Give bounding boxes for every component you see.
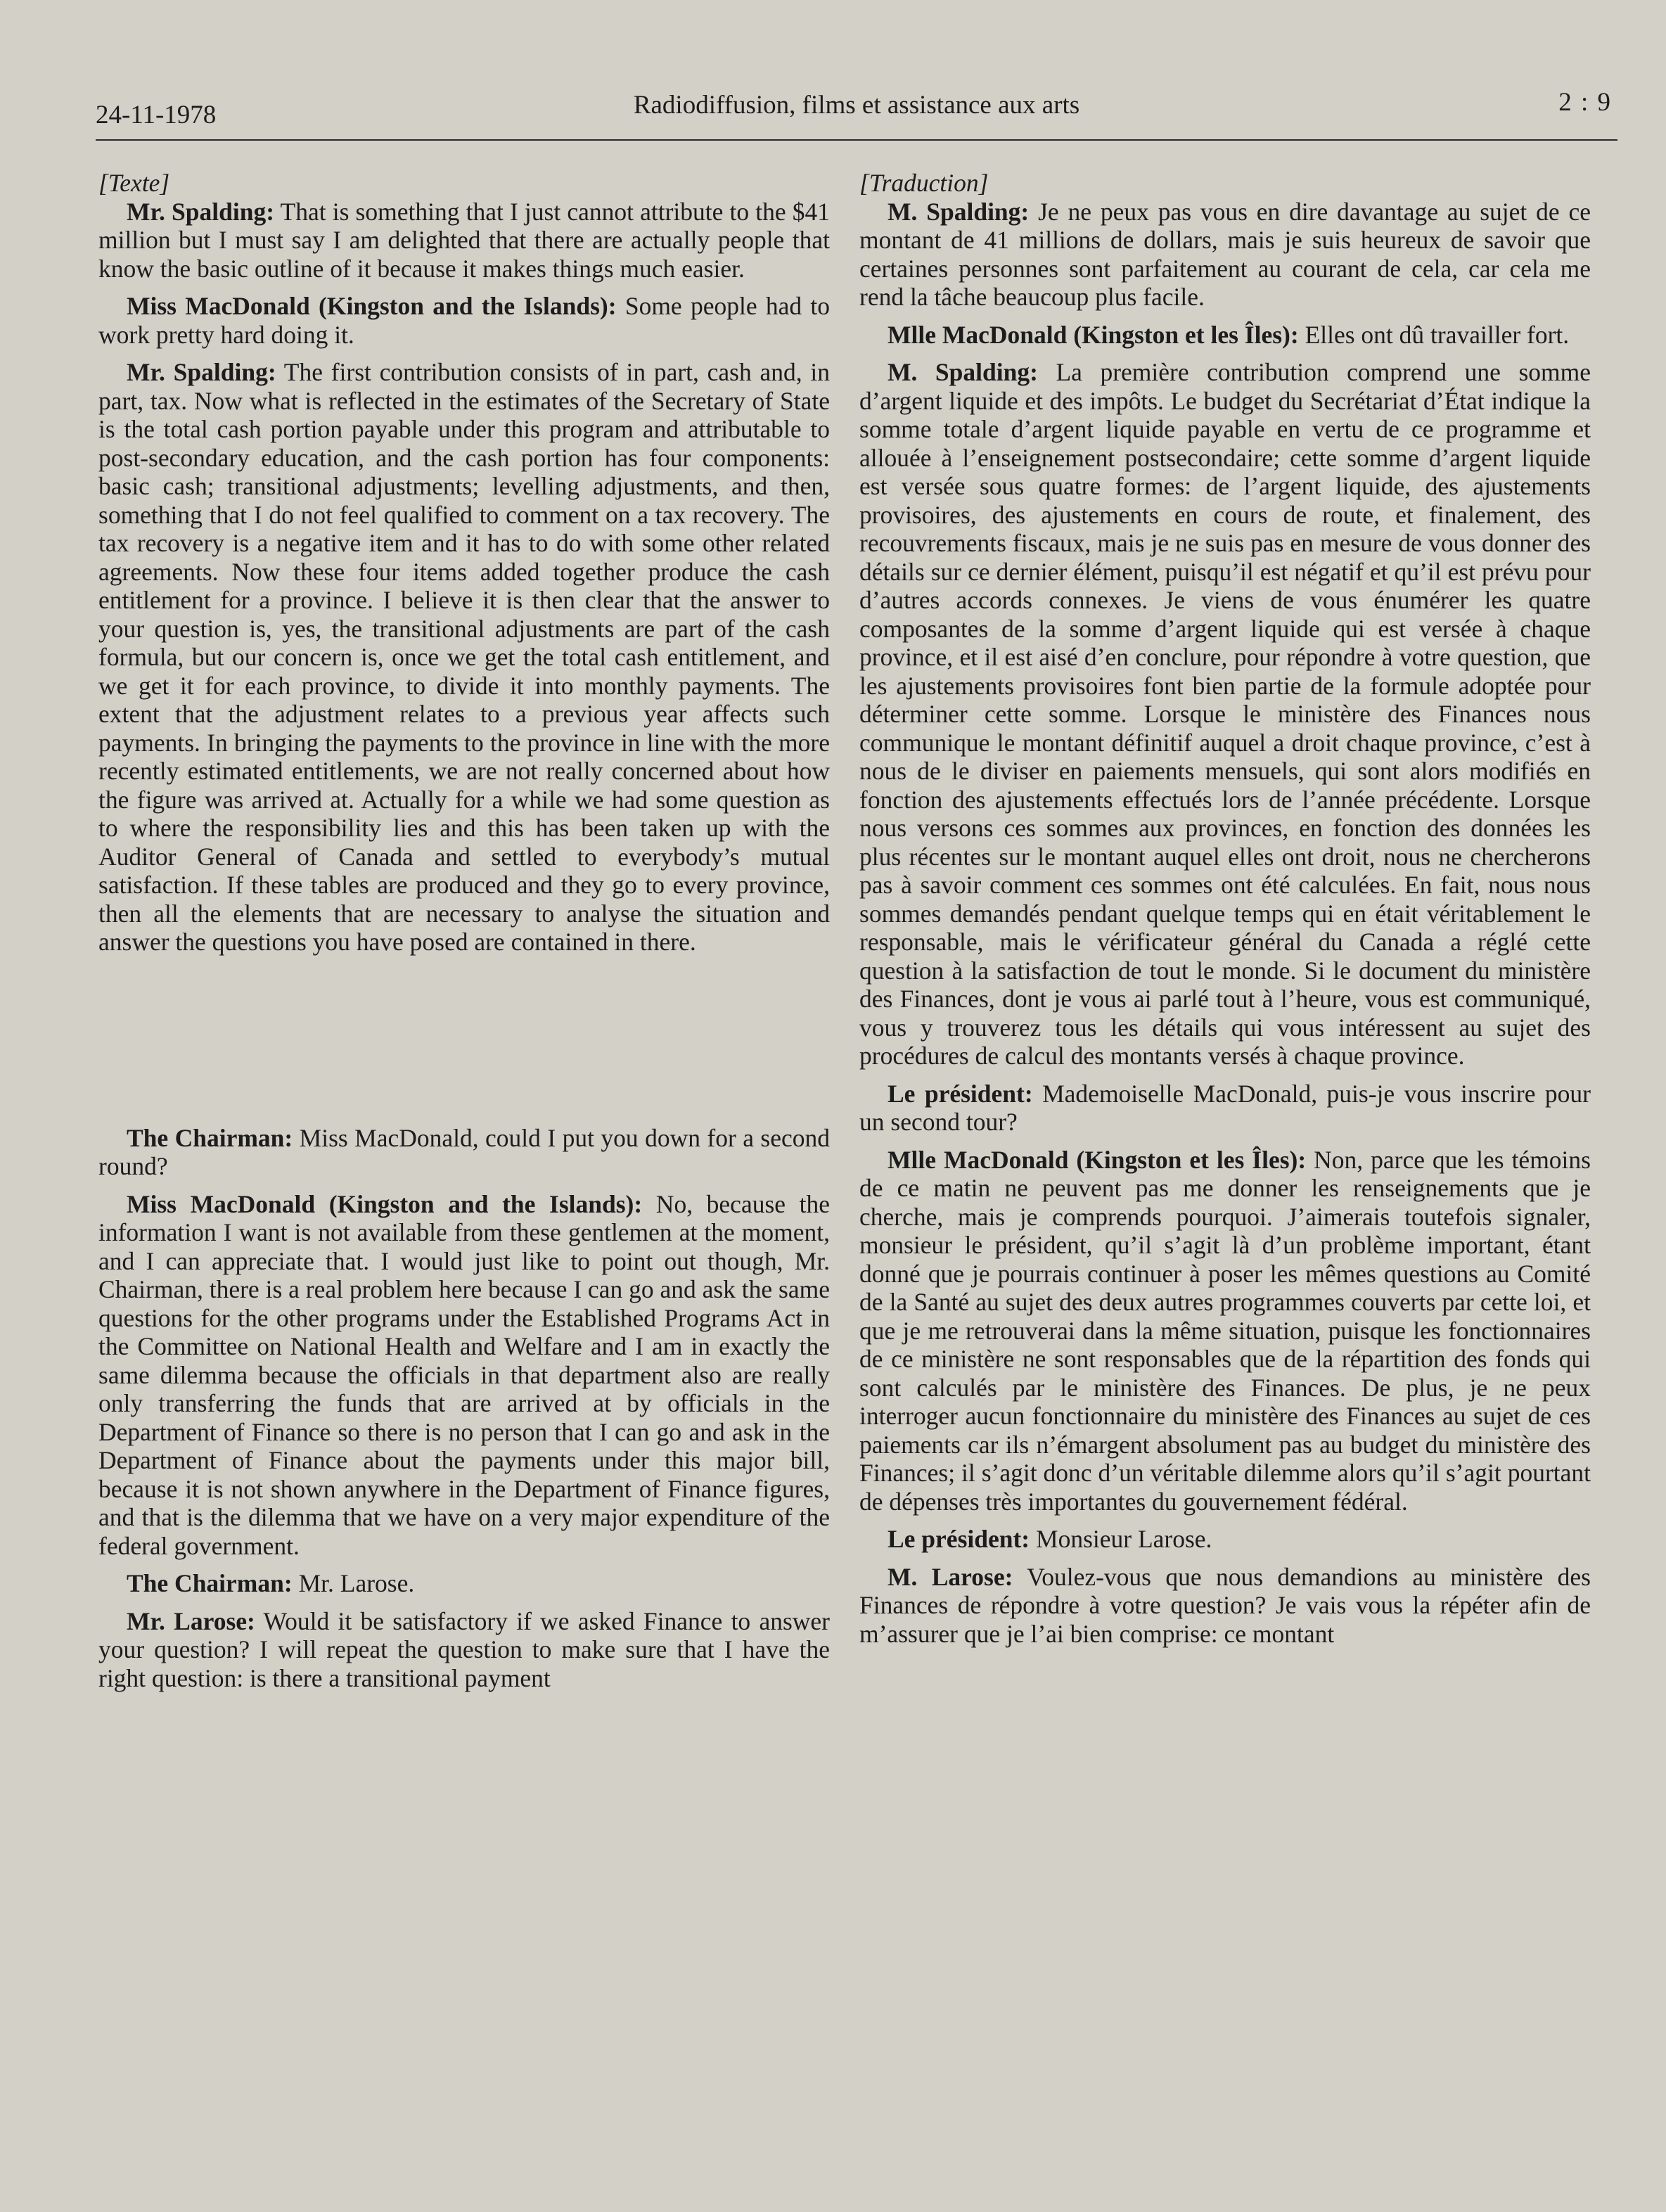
speaker: The Chairman: [127,1123,293,1152]
paragraph [98,1569,830,1598]
speech: Some people had to work pretty hard doing it. [98,292,831,349]
header-title: Radiodiffusion, films et assistance aux arts [633,91,1080,120]
paragraph [859,1080,1591,1137]
french-column [859,169,1591,1648]
paragraph [859,1525,1591,1554]
paragraph [98,1190,830,1561]
paragraph [98,1607,830,1693]
paragraph [98,198,830,283]
page-header [96,83,1617,141]
speaker: Miss MacDonald (Kingston and the Islands): [127,1189,643,1218]
speaker: Mr. Larose: [127,1606,255,1635]
speech: That is something that I just cannot attribute to the $41 million but I must say I am delighted that there are actually people that know the basic outline of it because it makes things much easier. [98,197,831,283]
section-label: [Traduction] [859,169,989,197]
speech: No, because the information I want is not available from these gentlemen at the moment, and I can appreciate that. I would just like to point out though, Mr. Chairman, there is a real problem here because I can go and ask the same questions for the other programs under the Established Programs Act in the Committee on National Health and Welfare and I am in exactly the same dilemma because the officials in that department also are really only transferring the funds that are arrived at by officials in the Department of Finance so there is no person that I can go and ask in the Department of Finance about the payments under this major bill, because it is not shown anywhere in the Department of Finance figures, and that is the dilemma that we have on a very major expenditure of the federal government. [98,1189,830,1560]
speaker: Mr. Spalding: [127,197,275,226]
speech: The first contribution consists of in part, cash and, in part, tax. Now what is reflected in the estimates of the Secretary of State is the total cash portion payable under this program and attributable to post-secondary education, and the cash portion has four components: basic cash; transitional adjustments; levelling adjustments, and then, something that I do not feel qualified to comment on a tax recovery. The tax recovery is a negative item and it has to do with some other related agreements. Now these four items added together produce the cash entitlement for a province. I believe it is then clear that the answer to your question is, yes, the transitional adjustments are part of the cash formula, but our concern is, once we get the total cash entitlement, and we get it for each province, to divide it into monthly payments. The extent that the adjustment relates to a previous year affects such payments. In bringing the payments to the province in line with the more recently estimated entitlements, we are not really concerned about how the figure was arrived at. Actually for a while we had some question as to where the responsibility lies and this has been taken up with the Auditor General of Canada and settled to everybody’s mutual satisfaction. If these tables are produced and they go to every province, then all the elements that are necessary to analyse the situation and answer the questions you have posed are contained in there. [98,358,830,956]
speech: Mademoiselle MacDonald, puis-je vous inscrire pour un second tour? [859,1079,1591,1136]
speaker: M. Spalding: [888,358,1038,386]
paragraph [859,358,1591,1070]
paragraph [859,1146,1591,1516]
paragraph [859,321,1591,350]
paragraph [859,1563,1591,1649]
speaker: Le président: [888,1525,1030,1553]
english-column [98,169,830,1692]
speaker: M. Spalding: [888,197,1030,226]
speech: Elles ont dû travailler fort. [1298,320,1570,349]
paragraph [98,292,830,349]
page-number: 2 : 9 [1558,88,1612,117]
paragraph [98,358,830,957]
speech: Non, parce que les témoins de ce matin ne peuvent pas me donner les renseignements que je cherche, mais je comprends pourquoi. J’aimerais toutefois signaler, monsieur le président, qu’il s’agit là d’un problème important, étant donné que je pourrais continuer à poser les mêmes questions au Comité de la Santé au sujet des deux autres programmes couverts par cette loi, et que je me retrouverai dans la même situation, puisque les fonctionnaires de ce ministère ne sont responsables que de la répartition des fonds qui sont calculés par le ministère des Finances. De plus, je ne peux interroger aucun fonctionnaire du ministère des Finances au sujet de ces paiements car ils n’émargent absolument pas au budget du ministère des Finances; il s’agit donc d’un véritable dilemme alors qu’il s’agit pourtant de dépenses très importantes du gouvernement fédéral. [859,1145,1591,1516]
speaker: M. Larose: [888,1562,1013,1591]
speech: La première contribution comprend une somme d’argent liquide et des impôts. Le budget du Secrétariat d’État indique la somme totale d’argent liquide payable en vertu de ce programme et allouée à l’enseignement postsecondaire; cette somme d’argent liquide est versée sous quatre formes: de l’argent liquide, des ajustements provisoires, des ajustements en cours de route, et finalement, des recouvrements fiscaux, mais je ne suis pas en mesure de vous donner des détails sur ce dernier élément, puisqu’il est négatif et qu’il est prévu pour d’autres accords connexes. Je viens de vous énumérer les quatre composantes de la somme d’argent liquide qui est versée à chaque province, et il est aisé d’en conclure, pour répondre à votre question, que les ajustements provisoires font bien partie de la formule adoptée pour déterminer cette somme. Lorsque le ministère des Finances nous communique le montant définitif auquel a droit chaque province, c’est à nous de le diviser en paiements mensuels, qui sont alors modifiés en fonction des ajustements effectués lors de l’année précédente. Lorsque nous versons ces sommes aux provinces, en fonction des données les plus récentes sur le montant auquel elles ont droit, nous ne chercherons pas à savoir comment ces sommes ont été calculées. En fait, nous nous sommes demandés pendant quelque temps qui en était véritablement le responsable, mais le vérificateur général du Canada a réglé cette question à la satisfaction de tout le monde. Si le document du ministère des Finances, dont je vous ai parlé tout à l’heure, vous est communiqué, vous y trouverez tous les détails qui vous intéressent au sujet des procédures de calcul des montants versés à chaque province. [859,358,1591,1070]
speech: Mr. Larose. [292,1569,415,1597]
speech: Je ne peux pas vous en dire davantage au sujet de ce montant de 41 millions de dollars, mais je suis heureux de savoir que certaines personnes sont parfaitement au courant de cela, car cela me rend la tâche beaucoup plus facile. [859,197,1591,311]
speech: Miss MacDonald, could I put you down for a second round? [98,1123,830,1180]
speaker: Mlle MacDonald (Kingston et les Îles): [888,320,1299,349]
speech: Monsieur Larose. [1030,1525,1212,1553]
section-label: [Texte] [98,169,170,197]
speech: Voulez-vous que nous demandions au ministère des Finances de répondre à votre question? Je vais vous la répéter afin de m’assurer que je l’ai bien comprise: ce montant [859,1562,1591,1648]
speaker: Miss MacDonald (Kingston and the Islands): [127,292,617,320]
speaker: The Chairman: [127,1569,293,1597]
speaker: Le président: [888,1079,1033,1108]
speech: Would it be satisfactory if we asked Finance to answer your question? I will repeat the question to make sure that I have the right question: is there a transitional payment [98,1606,830,1692]
paragraph [98,1124,830,1181]
speaker: Mr. Spalding: [127,358,276,386]
speaker: Mlle MacDonald (Kingston et les Îles): [888,1145,1307,1174]
paragraph [859,198,1591,312]
header-date: 24-11-1978 [96,101,217,129]
